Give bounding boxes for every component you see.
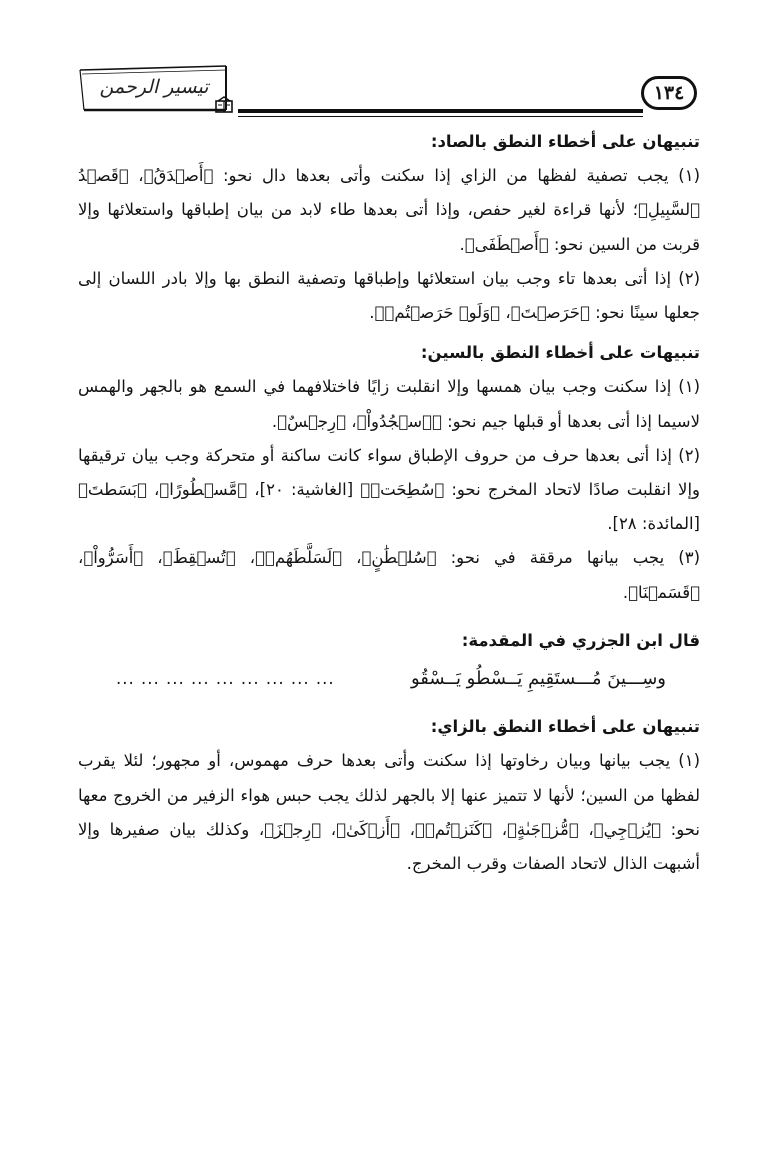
verse-dots: ... ... ... ... ... ... ... ... ... (116, 669, 335, 689)
section-heading-sin: تنبيهات على أخطاء النطق بالسين: (420, 343, 700, 363)
page-body (78, 125, 700, 881)
section-heading-zay: تنبيهان على أخطاء النطق بالزاي: (430, 717, 700, 737)
page-number: ١٣٤ (641, 76, 697, 110)
paragraph-sad-2: (٢) إذا أتى بعدها تاء وجب بيان استعلائها وإطباقها وتصفية النطق بها وإلا بادر اللسان إلى جعلها سينًا نحو: ﴿حَرَصۡتَ﴾، ﴿وَلَوۡ حَرَصۡتُمۡ﴾. (78, 268, 700, 323)
paragraph-zay-1: (١) يجب بيانها وبيان رخاوتها إذا سكنت وأتى بعدها حرف مهموس، أو مجهور؛ لئلا يقرب لفظها من السين؛ لأنها لا تتميز عنها إلا بالجهر لذلك يجب حبس هواء الزفير من الخروج معها نحو: ﴿يُزۡجِي﴾، ﴿مُّزۡجَىٰةٍ﴾، ﴿كَنَزۡتُمۡ﴾، ﴿أَزۡكَىٰ﴾، ﴿رِجۡزَ﴾، وكذلك بيان صفيرها وإلا أشبهت الذال لاتحاد الصفات وقرب المخرج. (78, 751, 700, 874)
verse-hemistich: وسِـــينَ مُـــستَقِيمِ يَــسْطُو يَــسْقُو (410, 668, 666, 690)
jazari-intro: قال ابن الجزري في المقدمة: (461, 630, 700, 650)
book-title: تيسير الرحمن (99, 76, 209, 98)
header-rule-thin (238, 116, 643, 117)
paragraph-sin-1: (١) إذا سكنت وجب بيان همسها وإلا انقلبت زايًا فاختلافهما في السمع هو بالجهر والهمس لاسيما إذا أتى بعدها أو قبلها جيم نحو: ﴿ٱسۡجُدُواْ﴾، ﴿رِجۡسٌ﴾. (78, 377, 700, 431)
paragraph-sad-1: (١) يجب تصفية لفظها من الزاي إذا سكنت وأتى بعدها دال نحو: ﴿أَصۡدَقُ﴾، ﴿قَصۡدُ ٱلسَّبِيلِ﴾؛ لأنها قراءة لغير حفص، وإذا أتى بعدها طاء لابد من بيان إطباقها واستعلائها وإلا قربت من السين نحو: ﴿أَصۡطَفَى﴾. (78, 166, 700, 254)
page-header (0, 0, 782, 125)
poem-verse (78, 662, 700, 696)
section-heading-sad: تنبيهان على أخطاء النطق بالصاد: (430, 132, 700, 151)
paragraph-sin-3: (٣) يجب بيانها مرققة في نحو: ﴿سُلۡطَٰنٍ﴾، ﴿لَسَلَّطَهُمۡ﴾، ﴿تُسۡقِطَ﴾، ﴿أَسَرُّواْ﴾، ﴿قَسَمۡنَا﴾. (78, 548, 700, 602)
header-rule (238, 109, 643, 113)
paragraph-sin-2: (٢) إذا أتى بعدها حرف من حروف الإطباق سواء كانت ساكنة أو متحركة وجب بيان ترقيقها وإلا انقلبت صادًا لاتحاد المخرج نحو: ﴿سُطِحَتۡ﴾ [الغاشية: ٢٠]، ﴿مَّسۡطُورًا﴾، ﴿بَسَطتَ﴾ [المائدة: ٢٨]. (78, 445, 700, 534)
